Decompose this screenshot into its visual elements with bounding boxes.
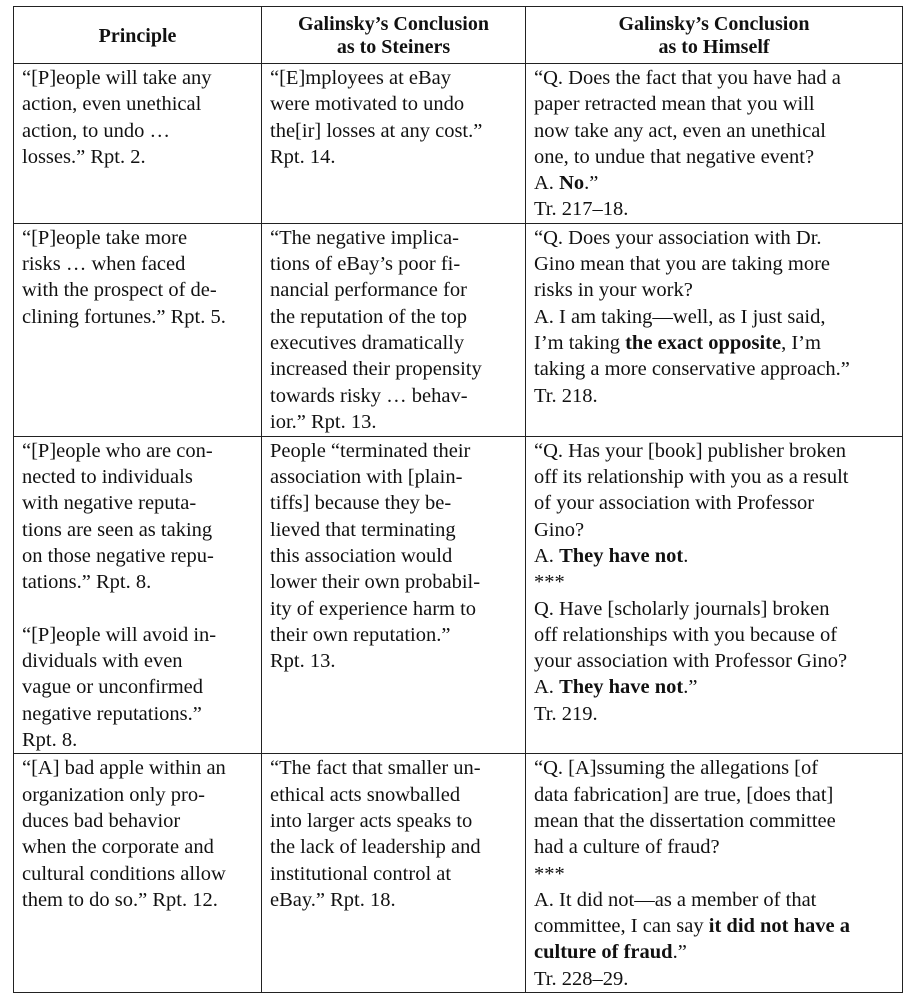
cell-line: vague or unconfirmed [22,676,204,699]
header-text: as to Himself [658,36,770,58]
cell-line: off relationships with you because of [534,623,838,646]
cell-line: “Q. Does the fact that you have had a [534,67,841,89]
citation: Tr. 219. [534,702,598,725]
bold-answer: it did not have a [708,915,851,938]
cell-line: People “terminated their [270,439,471,462]
cell-line: A. It did not—as a member of that [534,888,817,911]
cell-line: duces bad behavior [22,809,181,832]
cell-line: action, to undo … [22,119,171,142]
cell-line: risks in your work? [534,279,693,302]
cell-line: eBay.” Rpt. 18. [270,888,396,911]
cell-line: Rpt. 14. [270,145,336,168]
cell-line: organization only pro- [22,783,205,806]
cell-line: tions of eBay’s poor fi- [270,253,461,276]
cell-line: “[P]eople will take any [22,67,212,89]
cell-line: action, even unethical [22,93,202,116]
cell-line [534,170,896,196]
line-text: A. [534,172,560,195]
header-text: as to Steiners [336,36,451,58]
table-row [14,64,903,224]
header-text: Galinsky’s Conclusion [618,13,810,35]
cell-line [534,330,896,356]
comparison-table [13,6,903,993]
cell-line: when the corporate and [22,836,214,859]
header-conclusion-steiners [262,7,526,64]
line-text: committee, I can say [534,915,709,938]
steiners-cell [262,64,526,224]
line-text: , I’m [781,331,821,354]
header-principle [14,7,262,64]
cell-line: nancial performance for [270,279,467,302]
principle-cell [14,754,262,993]
cell-line: their own reputation.” [270,623,451,646]
cell-line: cultural conditions allow [22,862,226,885]
cell-line: towards risky … behav- [270,384,468,407]
line-text: .” [683,676,698,699]
cell-line: “The negative implica- [270,226,459,249]
line-text: .” [672,941,687,964]
cell-line: ity of experience harm to [270,597,477,620]
cell-line [534,939,896,965]
cell-line: mean that the dissertation committee [534,809,836,832]
cell-line: increased their propensity [270,358,482,381]
cell-line: “[A] bad apple within an [22,757,226,780]
cell-line: were motivated to undo [270,93,465,116]
cell-line: ethical acts snowballed [270,783,461,806]
himself-cell [526,754,903,993]
line-text: A. [534,544,560,567]
himself-cell [526,64,903,224]
cell-line: them to do so.” Rpt. 12. [22,888,218,911]
cell-line: one, to undue that negative event? [534,145,815,168]
cell-line: risks … when faced [22,253,186,276]
table-row [14,754,903,993]
separator-asterisks: *** [534,862,565,885]
himself-cell [526,436,903,754]
cell-line: with the prospect of de- [22,279,217,302]
line-text: I’m taking [534,331,626,354]
header-text: Principle [98,24,177,47]
bold-answer: They have not [559,544,684,567]
table-row [14,223,903,436]
cell-line: of your association with Professor [534,492,815,515]
cell-line: had a culture of fraud? [534,836,720,859]
header-row [14,7,903,64]
table-row [14,436,903,754]
cell-line: losses.” Rpt. 2. [22,145,146,168]
cell-line: this association would [270,544,453,567]
header-conclusion-himself [526,7,903,64]
cell-line: the reputation of the top [270,305,467,328]
steiners-cell [262,223,526,436]
cell-line: the[ir] losses at any cost.” [270,119,483,142]
citation: Tr. 228–29. [534,967,629,990]
citation: Tr. 217–18. [534,198,629,221]
cell-line: “Q. Does your association with Dr. [534,226,822,249]
cell-line: lieved that terminating [270,518,456,541]
steiners-cell [262,754,526,993]
cell-line: paper retracted mean that you will [534,93,815,116]
bold-answer: the exact opposite [625,331,782,354]
cell-line: “[P]eople take more [22,226,188,249]
cell-line: into larger acts speaks to [270,809,473,832]
cell-line: tations.” Rpt. 8. [22,571,152,594]
cell-line: on those negative repu- [22,544,214,567]
cell-line: “Q. [A]ssuming the allegations [of [534,757,819,780]
cell-line [534,674,896,700]
cell-line: tiffs] because they be- [270,492,452,515]
cell-line [534,543,896,569]
cell-line: Gino mean that you are taking more [534,253,831,276]
bold-answer: culture of fraud [534,941,673,964]
cell-line: with negative reputa- [22,492,197,515]
line-text: A. [534,676,560,699]
cell-line: tions are seen as taking [22,518,213,541]
himself-cell [526,223,903,436]
cell-line: “[E]mployees at eBay [270,67,452,89]
cell-line: A. I am taking—well, as I just said, [534,305,826,328]
line-text: . [683,544,689,567]
cell-line: “[P]eople who are con- [22,439,213,462]
cell-line: the lack of leadership and [270,836,481,859]
cell-line: your association with Professor Gino? [534,650,848,673]
cell-line [534,913,896,939]
cell-line: nected to individuals [22,466,193,489]
cell-line: Gino? [534,518,585,541]
cell-line: Q. Have [scholarly journals] broken [534,597,830,620]
cell-line: association with [plain- [270,466,463,489]
cell-line: off its relationship with you as a result [534,466,849,489]
cell-line: lower their own probabil- [270,571,481,594]
cell-line: institutional control at [270,862,452,885]
line-text: .” [584,172,599,195]
cell-line: dividuals with even [22,650,183,673]
principle-cell [14,64,262,224]
cell-line: data fabrication] are true, [does that] [534,783,834,806]
citation: Tr. 218. [534,384,598,407]
cell-line: “The fact that smaller un- [270,757,481,780]
cell-line: now take any act, even an unethical [534,119,826,142]
steiners-cell [262,436,526,754]
cell-line: Rpt. 13. [270,650,336,673]
principle-cell [14,436,262,754]
paragraph-gap [22,596,255,622]
cell-line: “Q. Has your [book] publisher broken [534,439,846,462]
cell-line: negative reputations.” [22,702,202,725]
cell-line: taking a more conservative approach.” [534,358,850,381]
cell-line: executives dramatically [270,331,465,354]
cell-line: “[P]eople will avoid in- [22,623,217,646]
bold-answer: They have not [559,676,684,699]
cell-line: Rpt. 8. [22,729,78,752]
principle-cell [14,223,262,436]
bold-answer: No [559,172,585,195]
cell-line: clining fortunes.” Rpt. 5. [22,305,226,328]
header-text: Galinsky’s Conclusion [298,13,489,35]
cell-line: ior.” Rpt. 13. [270,410,377,433]
separator-asterisks: *** [534,571,565,594]
